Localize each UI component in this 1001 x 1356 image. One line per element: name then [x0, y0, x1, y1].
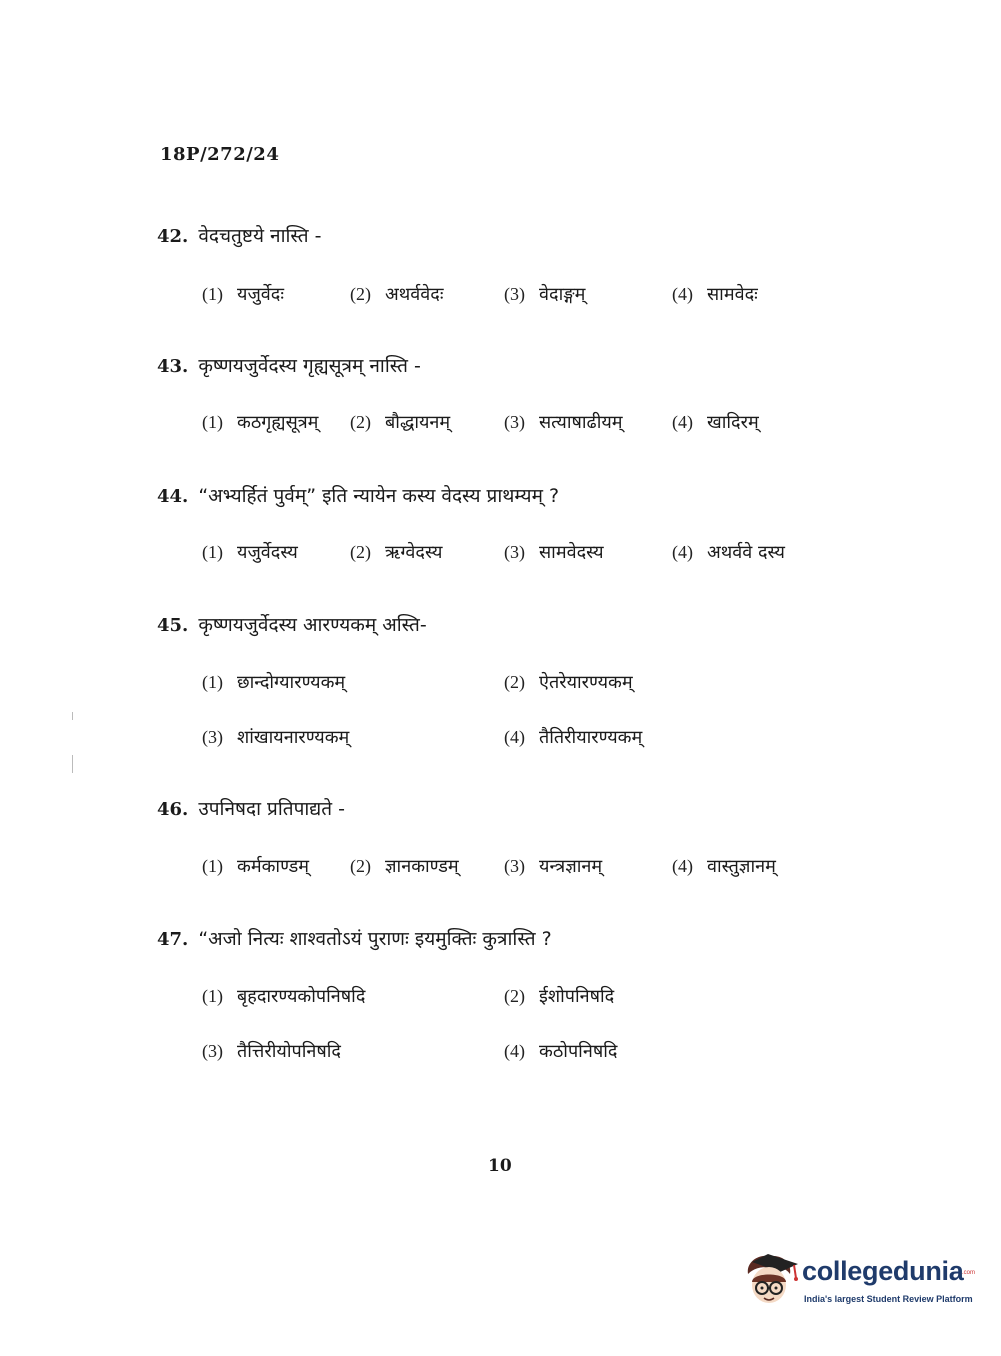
question-text: कृष्णयजुर्वेदस्य आरण्यकम् अस्ति-	[198, 614, 427, 636]
question-number: 45.	[157, 615, 189, 636]
question-number: 43.	[157, 356, 189, 377]
logo-tagline: India's largest Student Review Platform	[804, 1294, 973, 1304]
option-2: (2) अथर्ववेदः	[350, 284, 444, 305]
option-3: (3) शांखायनारण्यकम्	[202, 727, 350, 748]
option-1: (1) छान्दोग्यारण्यकम्	[202, 672, 346, 693]
option-1: (1) यजुर्वेदः	[202, 284, 284, 305]
mascot-icon	[742, 1252, 800, 1310]
option-3: (3) सत्याषाढीयम्	[504, 412, 623, 433]
question-number: 47.	[157, 929, 189, 950]
question-stem	[157, 925, 552, 951]
question-number: 42.	[157, 226, 189, 247]
option-4: (4) कठोपनिषदि	[504, 1041, 618, 1062]
question-stem	[157, 482, 559, 508]
question-stem	[157, 611, 427, 637]
option-1: (1) बृहदारण्यकोपनिषदि	[202, 986, 366, 1007]
option-4: (4) अथर्ववे दस्य	[672, 542, 785, 563]
question-text: वेदचतुष्टये नास्ति -	[198, 225, 322, 247]
option-3: (3) तैत्तिरीयोपनिषदि	[202, 1041, 341, 1062]
question-text: कृष्णयजुर्वेदस्य गृह्यसूत्रम् नास्ति -	[198, 355, 421, 377]
collegedunia-logo[interactable]	[742, 1252, 976, 1312]
option-3: (3) यन्त्रज्ञानम्	[504, 856, 603, 877]
paper-code: 18P/272/24	[160, 144, 280, 165]
option-4: (4) खादिरम्	[672, 412, 759, 433]
scan-mark	[72, 755, 73, 773]
option-3: (3) वेदाङ्गम्	[504, 284, 586, 305]
question-stem	[157, 352, 421, 378]
page-number: 10	[488, 1156, 512, 1176]
option-1: (1) यजुर्वेदस्य	[202, 542, 298, 563]
option-2: (2) ईशोपनिषदि	[504, 986, 615, 1007]
option-2: (2) ऐतरेयारण्यकम्	[504, 672, 633, 693]
option-1: (1) कर्मकाण्डम्	[202, 856, 310, 877]
question-number: 46.	[157, 799, 189, 820]
option-2: (2) बौद्धायनम्	[350, 412, 451, 433]
option-4: (4) तैतिरीयारण्यकम्	[504, 727, 643, 748]
option-2: (2) ज्ञानकाण्डम्	[350, 856, 459, 877]
option-3: (3) सामवेदस्य	[504, 542, 604, 563]
option-2: (2) ऋग्वेदस्य	[350, 542, 443, 563]
question-text: उपनिषदा प्रतिपाद्यते -	[198, 798, 346, 820]
question-stem	[157, 222, 322, 248]
option-4: (4) सामवेदः	[672, 284, 758, 305]
question-number: 44.	[157, 486, 189, 507]
question-text: “अजो नित्यः शाश्वतोऽयं पुराणः इयमुक्तिः कुत्रास्ति ?	[198, 928, 552, 950]
question-text: “अभ्यर्हितं पुर्वम्” इति न्यायेन कस्य वेदस्य प्राथम्यम् ?	[198, 485, 560, 507]
logo-domain: .com	[962, 1270, 976, 1276]
scan-mark	[72, 712, 73, 720]
question-stem	[157, 795, 345, 821]
option-4: (4) वास्तुज्ञानम्	[672, 856, 776, 877]
logo-wordmark: collegedunia	[802, 1256, 964, 1286]
option-1: (1) कठगृह्यसूत्रम्	[202, 412, 319, 433]
